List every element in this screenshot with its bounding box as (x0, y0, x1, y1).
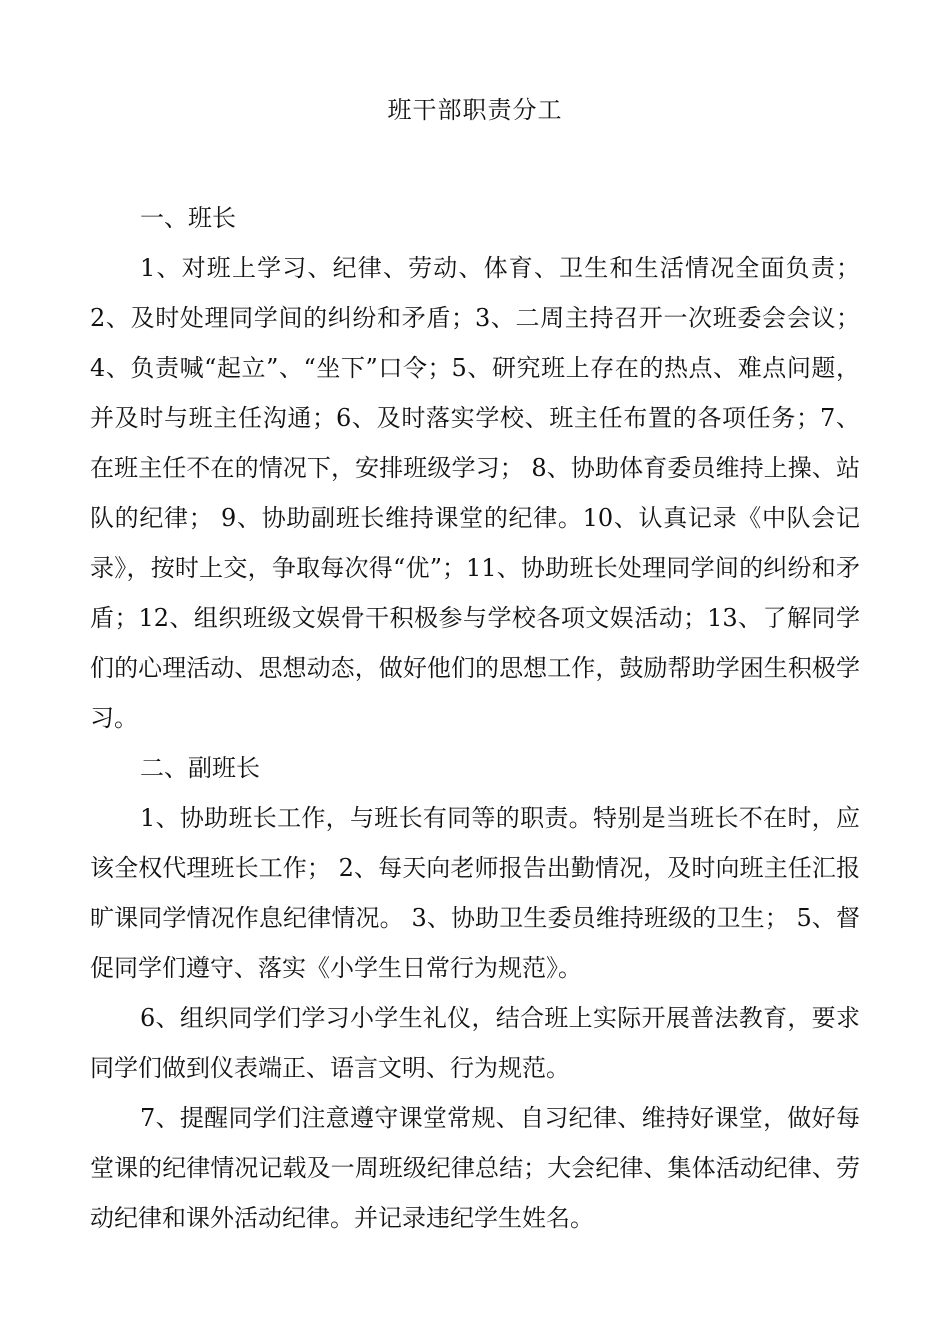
vice-monitor-paragraph-1: 1、协助班长工作，与班长有同等的职责。特别是当班长不在时，应该全权代理班长工作； 2、每天向老师报告出勤情况，及时向班主任汇报旷课同学情况作息纪律情况。 3、协助卫生委员维持班级的卫生； 5、督促同学们遵守、落实《小学生日常行为规范》。 (90, 804, 860, 982)
monitor-duties-paragraph: 1、对班上学习、纪律、劳动、体育、卫生和生活情况全面负责；2、及时处理同学间的纠纷和矛盾；3、二周主持召开一次班委会会议；4、负责喊“起立”、“坐下”口令；5、研究班上存在的热点、难点问题，并及时与班主任沟通；6、及时落实学校、班主任布置的各项任务；7、在班主任不在的情况下，安排班级学习； 8、协助体育委员维持上操、站队的纪律； 9、协助副班长维持课堂的纪律。10、认真记录《中队会记录》，按时上交，争取每次得“优”；11、协助班长处理同学间的纠纷和矛盾；12、组织班级文娱骨干积极参与学校各项文娱活动；13、了解同学们的心理活动、思想动态，做好他们的思想工作，鼓励帮助学困生积极学习。 (90, 254, 860, 732)
section-monitor (90, 193, 860, 743)
vice-monitor-paragraph-3: 7、提醒同学们注意遵守课堂常规、自习纪律、维持好课堂，做好每堂课的纪律情况记载及一周班级纪律总结；大会纪律、集体活动纪律、劳动纪律和课外活动纪律。并记录违纪学生姓名。 (90, 1104, 860, 1232)
document-body (90, 193, 860, 1243)
document-title: 班干部职责分工 (387, 96, 563, 124)
section-heading-vice-monitor: 二、副班长 (140, 754, 260, 782)
section-heading-monitor: 一、班长 (140, 204, 236, 232)
section-vice-monitor (90, 743, 860, 1243)
vice-monitor-paragraph-2: 6、组织同学们学习小学生礼仪，结合班上实际开展普法教育，要求同学们做到仪表端正、语言文明、行为规范。 (90, 1004, 860, 1082)
